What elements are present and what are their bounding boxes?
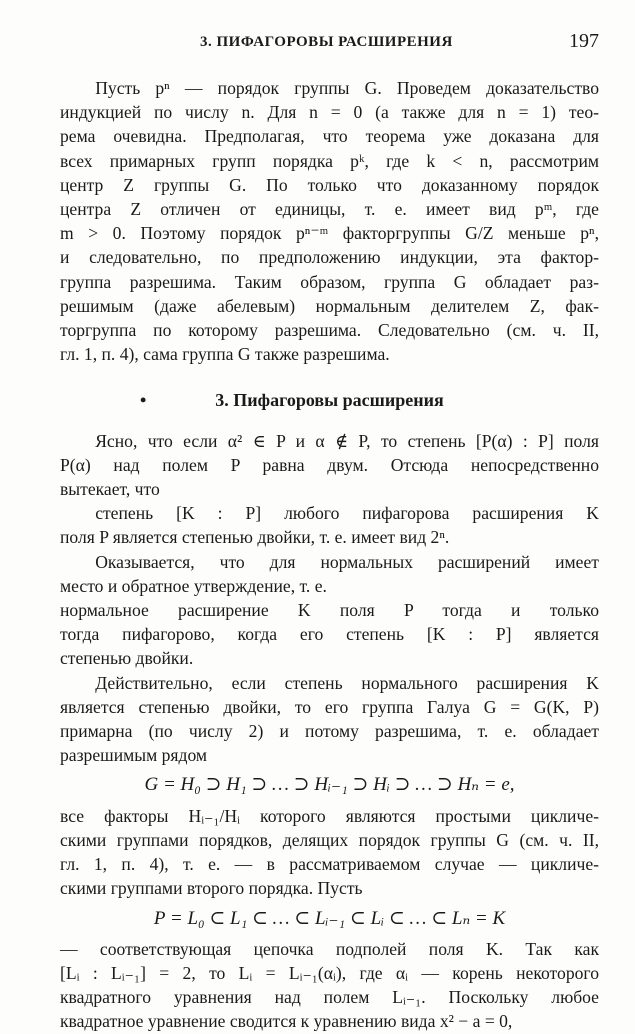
text-line (60, 245, 599, 269)
text-line (60, 1009, 599, 1033)
text-line (60, 622, 599, 646)
text-line (60, 100, 599, 124)
text-line (60, 574, 599, 598)
line-text: квадратного уравнения над полем Lᵢ₋₁. Поскольку любое (60, 987, 599, 1008)
section-heading (60, 388, 599, 412)
paragraph-subfields (60, 937, 599, 1034)
text-line (60, 149, 599, 173)
page-number: 197 (569, 30, 599, 52)
bullet-mark: • (140, 390, 147, 411)
text-line (60, 550, 599, 574)
line-text: Ясно, что если α² ∈ P и α ∉ P, то степень [P(α) : P] поля (95, 430, 599, 451)
text-line (60, 937, 599, 961)
line-text: поля P является степенью двойки, т. е. имеет вид 2ⁿ. (60, 527, 450, 548)
page-header (60, 30, 599, 56)
line-text: степенью двойки. (60, 648, 194, 669)
paragraph-induction-proof (60, 76, 599, 366)
line-text: m > 0. Поэтому порядок pⁿ⁻ᵐ факторгруппы G/Z меньше pⁿ, (60, 223, 599, 244)
formula-field-chain: P = L₀ ⊂ L₁ ⊂ … ⊂ Lᵢ₋₁ ⊂ Lᵢ ⊂ … ⊂ Lₙ = K (153, 907, 506, 929)
text-line (60, 124, 599, 148)
section-title: 3. Пифагоровы расширения (215, 390, 444, 411)
text-line (60, 477, 599, 501)
statement-normal-extension (60, 598, 599, 671)
line-text: вытекает, что (60, 479, 160, 500)
text-line (60, 876, 599, 900)
line-text: место и обратное утверждение, т. е. (60, 575, 327, 596)
text-line (60, 961, 599, 985)
text-line (60, 501, 599, 525)
line-text: Пусть pⁿ — порядок группы G. Проведем доказательство (95, 78, 599, 98)
text-line (60, 525, 599, 549)
line-text: всех примарных групп порядка pᵏ, где k < n, рассмотрим (60, 150, 599, 171)
text-line (60, 429, 599, 453)
line-text: индукцией по числу n. Для n = 0 (а также для n = 1) тео- (60, 102, 599, 123)
line-text: решимым (даже абелевым) нормальным делителем Z, фак- (60, 295, 599, 316)
text-line (60, 197, 599, 221)
paragraph-converse (60, 550, 599, 598)
text-line (60, 173, 599, 197)
text-line (60, 76, 599, 100)
text-line (60, 318, 599, 342)
line-text: группа разрешима. Таким образом, группа G обладает раз- (60, 271, 599, 292)
line-text: центра Z отличен от единицы, т. е. имеет вид pᵐ, где (60, 199, 599, 220)
text-line (60, 852, 599, 876)
text-line (60, 270, 599, 294)
formula-composition-series: G = H₀ ⊃ H₁ ⊃ … ⊃ Hᵢ₋₁ ⊃ Hᵢ ⊃ … ⊃ Hₙ = e, (144, 774, 515, 796)
text-line (60, 598, 599, 622)
line-text: [Lᵢ : Lᵢ₋₁] = 2, то Lᵢ = Lᵢ₋₁(αᵢ), где αᵢ — корень некоторого (60, 962, 599, 983)
line-text: Оказывается, что для нормальных расширений имеет (95, 551, 599, 572)
line-text: центр Z группы G. По только что доказанному порядок (60, 174, 599, 195)
text-line (60, 695, 599, 719)
line-text: скими группами порядков, делящих порядок группы G (см. ч. II, (60, 829, 599, 850)
line-text: все факторы Hᵢ₋₁/Hᵢ которого являются простыми цикличе- (60, 805, 599, 826)
paragraph-degree-two (60, 429, 599, 502)
line-text: — соответствующая цепочка подполей поля K. Так как (60, 938, 599, 959)
line-text: нормальное расширение K поля P тогда и только (60, 600, 599, 621)
text-line (60, 743, 599, 767)
text-line (60, 646, 599, 670)
text-line (60, 221, 599, 245)
text-line (60, 828, 599, 852)
text-line (60, 453, 599, 477)
line-text: торгруппа по которому разрешима. Следовательно (см. ч. II, (60, 320, 599, 341)
text-line (60, 804, 599, 828)
line-text: гл. 1, п. 4), сама группа G также разрешима. (60, 344, 390, 365)
text-line (60, 671, 599, 695)
line-text: квадратное уравнение сводится к уравнению вида x² − a = 0, (60, 1011, 513, 1032)
paragraph-galois-group (60, 671, 599, 768)
text-line (60, 985, 599, 1009)
line-text: P(α) над полем P равна двум. Отсюда непосредственно (60, 454, 599, 475)
statement-degree-power-of-two (60, 501, 599, 549)
line-text: Действительно, если степень нормального расширения K (95, 672, 599, 693)
page-body (60, 76, 599, 1034)
paragraph-factors (60, 804, 599, 901)
line-text: рема очевидна. Предполагая, что теорема уже доказана для (60, 126, 599, 147)
line-text: разрешимым рядом (60, 745, 208, 766)
text-line (60, 342, 599, 366)
line-text: примарна (по числу 2) и потому разрешима, т. е. обладает (60, 721, 599, 742)
line-text: тогда пифагорово, когда его степень [K : P] является (60, 624, 599, 645)
line-text: является степенью двойки, то его группа Галуа G = G(K, P) (60, 696, 599, 717)
text-line (60, 294, 599, 318)
line-text: скими группами второго порядка. Пусть (60, 878, 363, 899)
line-text: степень [K : P] любого пифагорова расширения K (95, 503, 599, 524)
text-line (60, 719, 599, 743)
line-text: и следовательно, по предположению индукции, эта фактор- (60, 247, 599, 268)
running-title: 3. ПИФАГОРОВЫ РАСШИРЕНИЯ (200, 34, 453, 50)
line-text: гл. 1, п. 4), т. е. — в рассматриваемом случае — цикличе- (60, 854, 599, 875)
